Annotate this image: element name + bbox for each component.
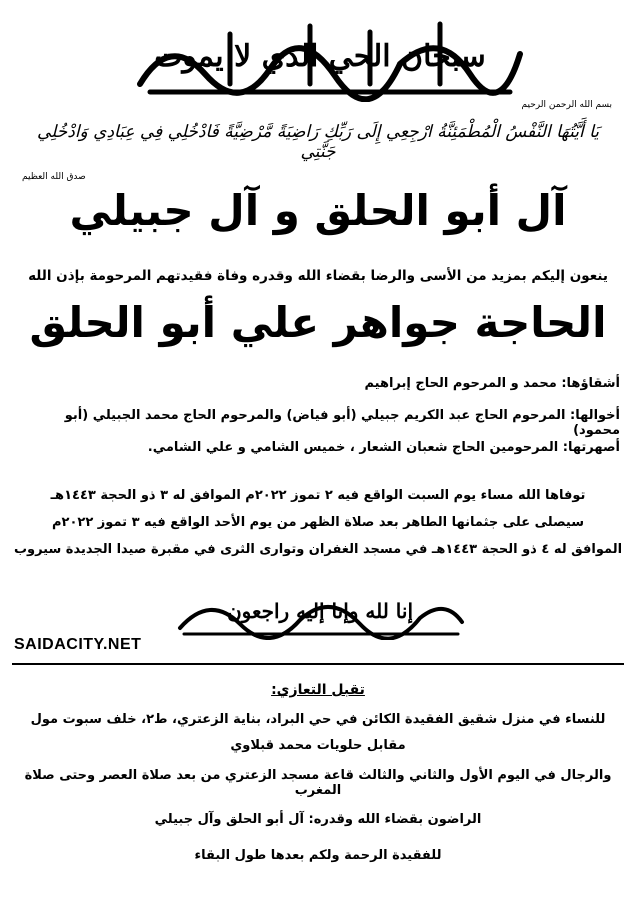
women-line-2: مقابل حلويات محمد قبلاوي xyxy=(230,738,406,753)
quran-verse: يَا أَيَّتُهَا النَّفْسُ الْمُطْمَئِنَّةُ ارْجِعِي إِلَى رَبِّكِ رَاضِيَةً مَّرْضِيَّةً فَادْخُلِي فِي عِبَادِي وَادْخُلِي جَنَّتِي xyxy=(36,122,600,162)
calligraphy-title xyxy=(110,14,530,102)
siblings-line: أشقاؤها: محمد و المرحوم الحاج إبراهيم xyxy=(364,376,620,391)
closing-line: للفقيدة الرحمة ولكم بعدها طول البقاء xyxy=(194,848,442,863)
in-laws-line: أصهرتها: المرحومين الحاج شعبان الشعار ، خميس الشامي و علي الشامي. xyxy=(147,440,620,455)
burial-line: الموافق له ٤ ذو الحجة ١٤٤٣هـ في مسجد الغفران وتوارى الثرى في مقبرة صيدا الجديدة سيروب xyxy=(13,542,623,557)
women-line-1: للنساء في منزل شقيق الفقيدة الكائن في حي البراد، بناية الزعتري، ط٢، خلف سبوت مول xyxy=(30,712,606,727)
verse-end: صدق الله العظيم xyxy=(22,172,86,182)
website-watermark: SAIDACITY.NET xyxy=(14,636,142,653)
inna-calligraphy xyxy=(170,584,470,640)
divider xyxy=(12,663,624,665)
uncles-line: أخوالها: المرحوم الحاج عبد الكريم جبيلي (أبو فياض) والمرحوم الحاج محمد الجبيلي (أبو محمود) xyxy=(64,408,620,438)
svg-text:إنا لله وإنا إليه راجعون: إنا لله وإنا إليه راجعون xyxy=(226,599,414,623)
men-line: والرجال في اليوم الأول والثاني والثالث قاعة مسجد الزعتري من بعد صلاة العصر وحتى صلاة المغرب xyxy=(24,768,612,798)
svg-text:سبحان الحي الذي لا يموت: سبحان الحي الذي لا يموت xyxy=(154,39,486,74)
prayer-line: سيصلى على جثمانها الطاهر بعد صلاة الظهر من يوم الأحد الواقع فيه ٣ تموز ٢٠٢٢م xyxy=(52,515,584,530)
death-line: توفاها الله مساء يوم السبت الواقع فيه ٢ تموز ٢٠٢٢م الموافق له ٣ ذو الحجة ١٤٤٣هـ xyxy=(50,488,586,503)
signed-line: الراضون بقضاء الله وقدره: آل أبو الحلق وآل جبيلي xyxy=(154,812,482,827)
announcement: ينعون إليكم بمزيد من الأسى والرضا بقضاء الله وقدره وفاة فقيدتهم المرحومة بإذن الله xyxy=(28,268,608,284)
condolences-title: تقبل التعازي: xyxy=(271,682,365,698)
basmala: بسم الله الرحمن الرحيم xyxy=(521,100,612,110)
families-title: آل أبو الحلق و آل جبيلي xyxy=(69,186,567,235)
deceased-name: الحاجة جواهر علي أبو الحلق xyxy=(29,298,607,347)
